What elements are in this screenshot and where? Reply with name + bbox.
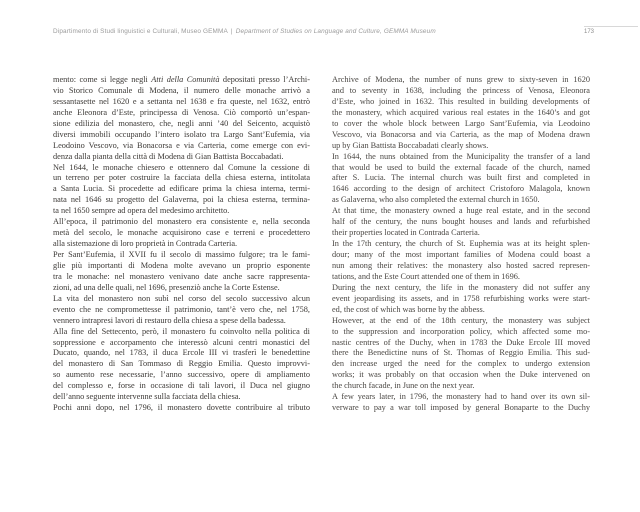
text-line: tra le monache: nel monastero venivano date anche sacre rappresenta-: [53, 271, 310, 281]
text-line: and to seventy in 1638, including the princess of Venosa, Eleonora: [332, 85, 590, 95]
text-line: nun among their relatives: the monastery also hosted sacred represen-: [332, 260, 590, 270]
text-line: Per Sant’Eufemia, il XVII fu il secolo di massimo fulgore; tra le fami-: [53, 250, 310, 259]
text-line: works; it was probably on that occasion when the Duke intervened on: [332, 370, 590, 380]
text-line: sione edilizia del monastero, che, negli anni ’40 del Seicento, acquistò: [53, 118, 310, 128]
running-header-english: Department of Studies on Language and Culture, GEMMA Museum: [235, 28, 436, 35]
text-line: mento: come si legge negli Atti della Comunità depositati presso l’Archi-: [53, 75, 310, 84]
text-line: nata nel 1646 su progetto del Galaverna, poi la chiesa esterna, termina-: [53, 195, 310, 205]
text-line: 1646 according to the design of architect Cristoforo Malagola, known: [332, 184, 590, 194]
text-line: vennero intrapresi lavori di restauro della chiesa a spese della badessa.: [53, 315, 286, 325]
page-number: 173: [584, 29, 595, 35]
text-line: metà del secolo, le monache acquisirono case e terreni e procedettero: [53, 228, 310, 238]
text-line: event jeopardising its assets, and in 1758 refurbishing works were start-: [332, 293, 590, 303]
text-line: dell’anno seguente intervenne sulla facciata della chiesa.: [53, 392, 241, 402]
text-line: there the Benedictine nuns of St. Thomas of Reggio Emilia. This sud-: [332, 348, 590, 358]
text-line: zioni, ad una delle quali, nel 1696, presenziò anche la Corte Estense.: [53, 282, 280, 292]
text-line: diversi immobili occupando l’intero isolato tra Largo Sant’Eufemia, via: [53, 129, 310, 139]
text-line: A few years later, in 1796, the monastery had to hand over its own sil-: [332, 392, 590, 402]
text-line: half of the century, the nuns bought houses and lands and refurbished: [332, 217, 590, 227]
text-line: Alla fine del Settecento, però, il monastero fu coinvolto nella politica di: [53, 326, 310, 336]
text-line: to cover the whole block between Largo Sant’Eufemia, via Leodoino: [332, 118, 590, 128]
running-header-separator: |: [230, 28, 233, 35]
folio-rule: [584, 26, 638, 27]
text-line: anche Eleonora d’Este, principessa di Venosa. Ciò comportò un’espan-: [53, 107, 310, 117]
text-line: verware to pay a war toll imposed by general Bonaparte to the Duchy: [332, 403, 590, 413]
text-line: alla sistemazione di loro proprietà in Contrada Carteria.: [53, 239, 238, 249]
running-header-italian: Dipartimento di Studi linguistici e Culturali, Museo GEMMA: [53, 28, 228, 35]
text-line: so aumento rese necessarie, l’anno successivo, opere di ampliamento: [53, 370, 310, 380]
column-english-text: [332, 75, 590, 414]
text-line: vio Storico Comunale di Modena, il numero delle monache arrivò a: [53, 85, 310, 95]
text-line: During the next century, the life in the monastery did not suffer any: [332, 282, 590, 292]
text-line: Ducato, quando, nel 1783, il duca Ercole III vi trasferì le benedettine: [53, 348, 310, 358]
folio-block: [584, 26, 638, 35]
text-line: den increase urged the need for the complex to undergo extension: [332, 359, 590, 369]
text-line: Nel 1644, le monache chiesero e ottennero dal Comune la cessione di: [53, 162, 310, 172]
text-line: ed, the cost of which was borne by the abbess.: [332, 304, 485, 314]
text-line: All’epoca, il patrimonio del monastero era consistente e, nella seconda: [53, 217, 310, 227]
text-line: their properties located in Contrada Carteria.: [332, 228, 480, 238]
text-line: La vita del monastero non subì nel corso del secolo successivo alcun: [53, 293, 310, 303]
text-line: the monastery, which acquired various real estates in the 1640’s and got: [332, 107, 590, 117]
text-columns: [53, 75, 590, 414]
text-line: up by Gian Battista Boccabadati clearly shows.: [332, 140, 489, 150]
text-line: a Santa Lucia. Si procedette ad edificare prima la chiesa interna, termi-: [53, 184, 310, 194]
text-line: d’Este, who joined in 1632. This resulted in building developments of: [332, 96, 590, 106]
text-line: In 1644, the nuns obtained from the Municipality the transfer of a land: [332, 151, 590, 161]
running-header: [53, 28, 436, 35]
text-line: after S. Lucia. The internal church was built first and completed in: [332, 173, 590, 183]
text-line: soppressione e accorpamento che interessò alcuni centri monastici del: [53, 337, 310, 347]
text-line: glie più importanti di Modena molte avevano un proprio esponente: [53, 260, 310, 270]
text-line: that would be used to build the external facade of the church, named: [332, 162, 590, 172]
text-line: ta nel 1650 sempre ad opera del medesimo architetto.: [53, 206, 230, 216]
text-line: In the 17th century, the church of St. Euphemia was at its height splen-: [332, 239, 590, 249]
text-line: un terreno per poter costruire la facciata della chiesa esterna, intitolata: [53, 173, 310, 183]
text-line: At that time, the monastery owned a huge real estate, and in the second: [332, 206, 590, 216]
text-line: Vescovo, via Bonacorsa and via Carteria, as the map of Modena drawn: [332, 129, 590, 139]
text-line: However, at the end of the 18th century, the monastery was subject: [332, 315, 590, 325]
text-line: del monastero di San Tommaso di Reggio Emilia. Questo improvvi-: [53, 359, 310, 369]
text-line: Leodoino Vescovo, via Bonacorsa e via Carteria, come emerge con evi-: [53, 140, 310, 150]
text-line: tations, and the Este Court attended one of them in 1696.: [332, 271, 520, 281]
column-italian-text: [53, 75, 310, 414]
text-line: Archive of Modena, the number of nuns grew to sixty-seven in 1620: [332, 75, 590, 84]
text-line: nastic centres of the Duchy, when in 1783 the Duke Ercole III moved: [332, 337, 590, 347]
text-line: sessantasette nel 1620 e a settanta nel 1638 e fra queste, nel 1632, entrò: [53, 96, 310, 106]
text-line: the church facade, in June on the next year.: [332, 381, 475, 391]
text-line: as Galaverna, who also completed the external church in 1650.: [332, 195, 540, 205]
text-line: del complesso e, forse in occasione di tali lavori, il Duca nel giugno: [53, 381, 310, 391]
text-line: denza dalla pianta della città di Modena di Gian Battista Boccabadati.: [53, 151, 284, 161]
text-line: dour; many of the most important families of Modena could boast a: [332, 250, 590, 259]
text-line: Pochi anni dopo, nel 1796, il monastero dovette contribuire al tributo: [53, 403, 310, 413]
text-line: evento che ne compromettesse il patrimonio, tant’è vero che, nel 1758,: [53, 304, 310, 314]
text-line: to the suppression and incorporation policy, which affected some mo-: [332, 326, 590, 336]
